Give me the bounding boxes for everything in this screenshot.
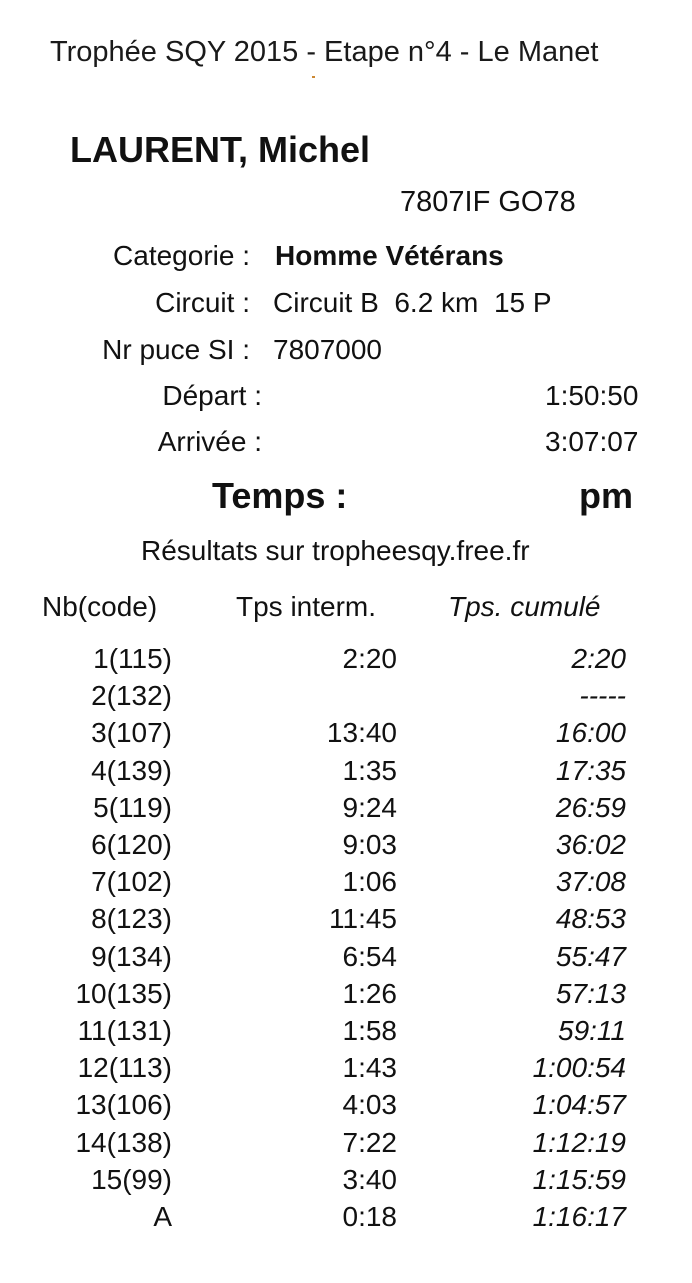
temps-label: Temps :	[212, 475, 348, 516]
split-code: 1(115)	[93, 643, 172, 674]
split-cumul: 2:20	[571, 643, 626, 674]
split-interm: 13:40	[326, 717, 397, 748]
header-interm: Tps interm.	[236, 591, 377, 622]
split-code: A	[153, 1201, 172, 1232]
split-cumul: 36:02	[555, 829, 626, 860]
split-cumul: 57:13	[555, 978, 626, 1009]
split-interm: 3:40	[342, 1164, 397, 1195]
split-code: 11(131)	[77, 1015, 172, 1046]
arrivee-value: 3:07:07	[545, 426, 639, 457]
split-cumul: 1:12:19	[532, 1127, 626, 1158]
depart-value: 1:50:50	[545, 380, 639, 411]
split-interm: 1:43	[342, 1052, 397, 1083]
split-code: 13(106)	[75, 1089, 172, 1120]
split-interm: 1:26	[342, 978, 397, 1009]
split-interm: 4:03	[342, 1089, 397, 1120]
split-code: 14(138)	[75, 1127, 172, 1158]
puce-value: 7807000	[273, 334, 383, 365]
split-code: 15(99)	[91, 1164, 172, 1195]
split-interm: 11:45	[329, 903, 397, 934]
split-code: 3(107)	[91, 717, 172, 748]
event-title: Trophée SQY 2015 - Etape n°4 - Le Manet	[50, 36, 599, 68]
runner-name: LAURENT, Michel	[70, 129, 371, 170]
split-code: 12(113)	[77, 1052, 172, 1083]
split-interm: 1:06	[342, 866, 397, 897]
puce-label: Nr puce SI :	[102, 334, 250, 365]
split-cumul: 59:11	[558, 1015, 626, 1046]
split-code: 8(123)	[91, 903, 172, 934]
split-code: 7(102)	[91, 866, 172, 897]
split-cumul: 16:00	[555, 717, 626, 748]
split-cumul: 1:16:17	[532, 1201, 626, 1232]
depart-label: Départ :	[162, 380, 262, 411]
circuit-label: Circuit :	[155, 287, 250, 318]
split-interm: 0:18	[342, 1201, 397, 1232]
split-code: 9(134)	[91, 941, 172, 972]
header-cumul: Tps. cumulé	[448, 591, 601, 622]
circuit-value: Circuit B 6.2 km 15 P	[273, 287, 552, 318]
split-cumul: 1:04:57	[532, 1089, 626, 1120]
split-cumul: 1:15:59	[532, 1164, 626, 1195]
split-interm: 9:24	[342, 792, 397, 823]
split-cumul: 37:08	[555, 866, 626, 897]
split-code: 10(135)	[75, 978, 172, 1009]
temps-value: pm	[579, 475, 633, 516]
results-link-text: Résultats sur tropheesqy.free.fr	[141, 535, 530, 566]
arrivee-label: Arrivée :	[157, 426, 262, 457]
split-cumul: 17:35	[555, 755, 626, 786]
split-code: 4(139)	[91, 755, 172, 786]
split-interm: 6:54	[342, 941, 397, 972]
split-code: 6(120)	[91, 829, 172, 860]
header-nb: Nb(code)	[42, 591, 158, 622]
split-cumul: 1:00:54	[532, 1052, 626, 1083]
split-interm: 2:20	[342, 643, 397, 674]
split-cumul: 55:47	[555, 941, 626, 972]
split-interm: 7:22	[342, 1127, 397, 1158]
categorie-label: Categorie :	[113, 240, 250, 271]
split-cumul: 26:59	[555, 792, 626, 823]
split-interm: 9:03	[342, 829, 397, 860]
runner-club: 7807IF GO78	[400, 186, 576, 218]
categorie-value: Homme Vétérans	[275, 240, 504, 271]
split-interm: 1:58	[342, 1015, 397, 1046]
split-code: 2(132)	[91, 680, 172, 711]
split-cumul: -----	[579, 680, 626, 711]
split-code: 5(119)	[93, 792, 172, 823]
split-interm: 1:35	[342, 755, 397, 786]
split-cumul: 48:53	[555, 903, 626, 934]
